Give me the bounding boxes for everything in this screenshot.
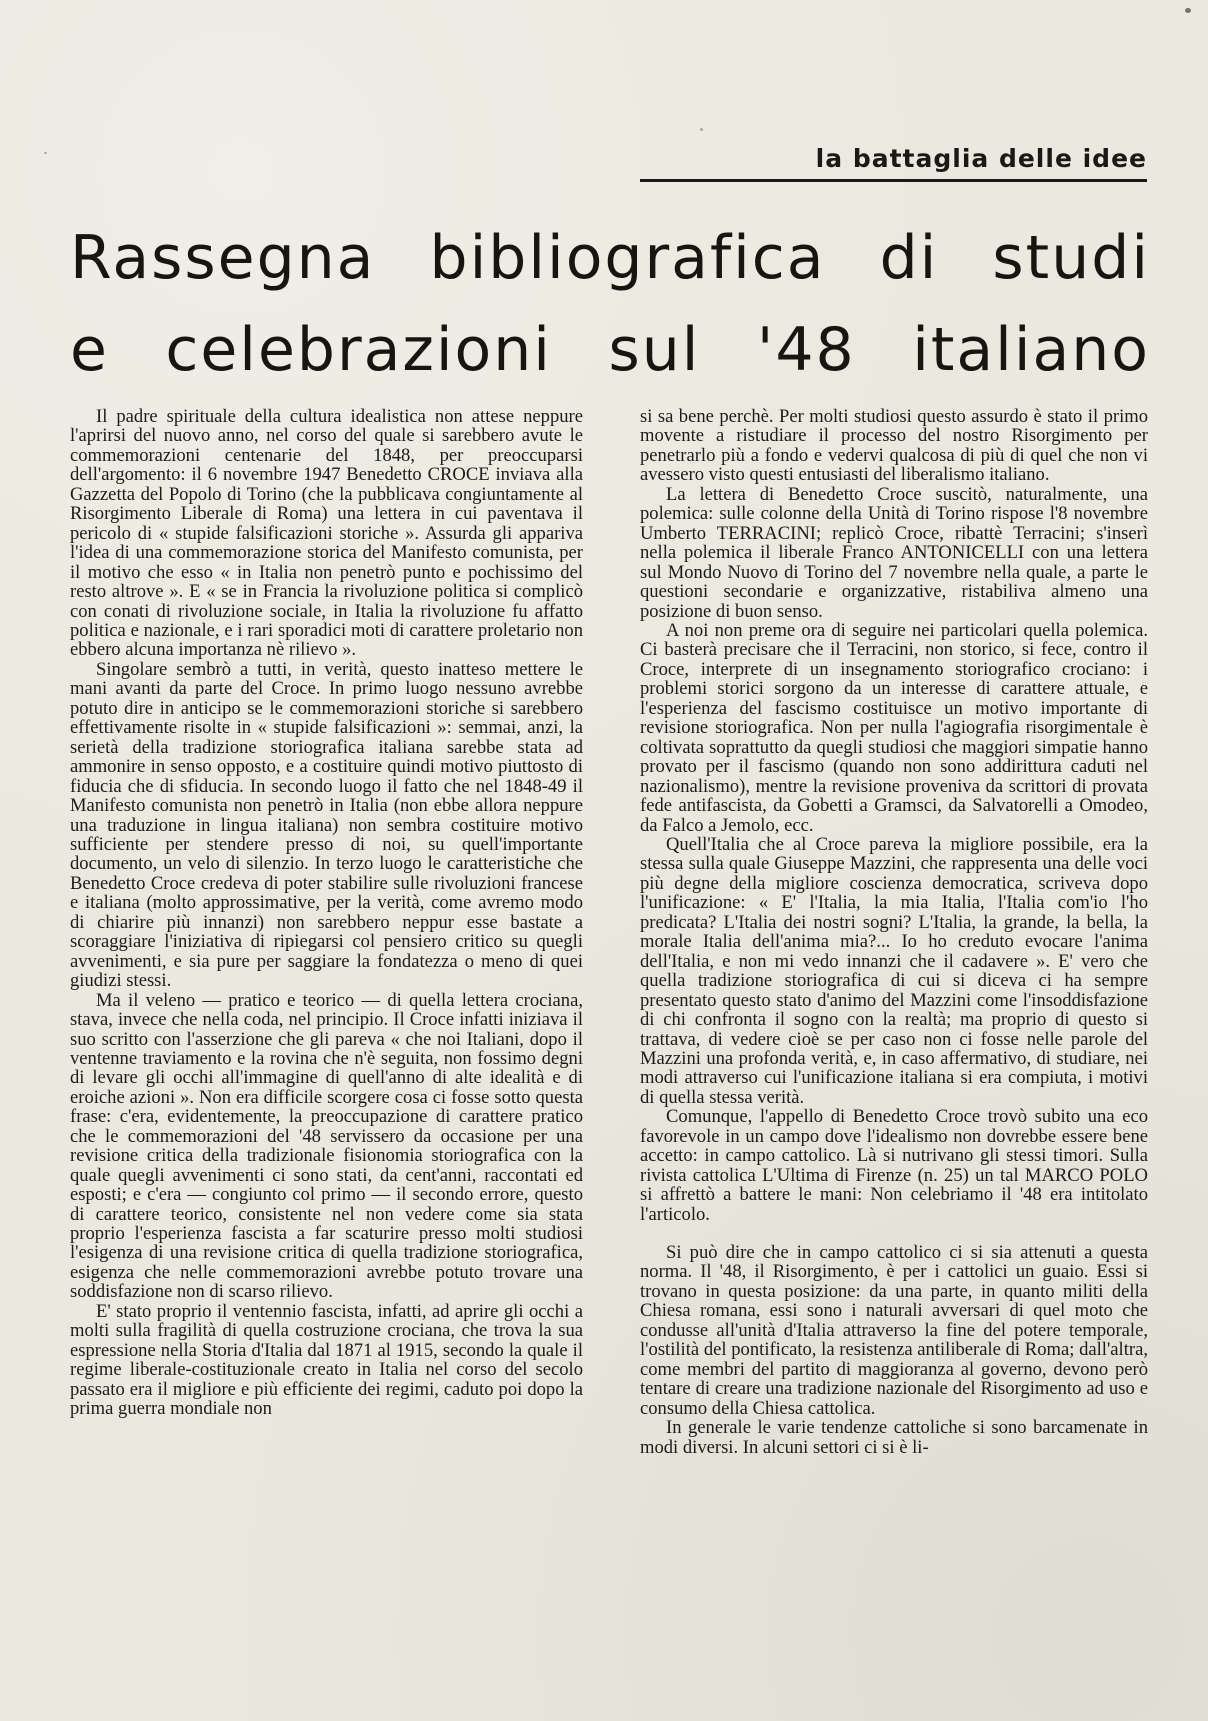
section-rubric: la battaglia delle idee [640,144,1147,182]
paragraph: Quell'Italia che al Croce pareva la migliore possibile, era la stessa sulla quale Giuseppe Mazzini, che rappresenta una delle voci più degne della migliore coscienza democratica, scriveva dopo l'unificazione: « E' l'Italia, la mia Italia, l'Italia com'io l'ho predicata? L'Italia dei nostri sogni? L'Italia, la grande, la bella, la morale Italia dell'anima mia?... Io ho creduto evocare l'anima dell'Italia, e non mi vedo innanzi che il cadavere ». E' vero che quella tradizione storiografica di cui si diceva ci ha sempre presentato questo stato d'animo del Mazzini come l'insoddisfazione di chi confronta il sogno con la realtà; ma proprio di questo si trattava, di vedere cioè se per caso non ci fosse nelle parole del Mazzini una profonda verità, e, in caso affermativo, di studiare, nei modi attraverso cui l'unificazione italiana si era compiuta, i motivi di quella stessa verità. [640,833,1148,1108]
paragraph: Singolare sembrò a tutti, in verità, questo inatteso mettere le mani avanti da parte del Croce. In primo luogo nessuno avrebbe potuto dire in anticipo se le commemorazioni storiche si sarebbero effettivamente risolte in « stupide falsificazioni »: semmai, anzi, la serietà della tradizione storiografica italiana sarebbe stata ad ammonire in senso opposto, e a costituire quindi motivo piuttosto di fiducia che di sfiducia. In secondo luogo il fatto che nel 1848-49 il Manifesto comunista non penetrò in Italia (non ebbe allora neppure una traduzione in lingua italiana) non sembra costituire motivo sufficiente per stendere presso di noi, su quell'importante documento, un velo di silenzio. In terzo luogo le caratteristiche che Benedetto Croce credeva di poter stabilire sulle rivoluzioni francese e italiana (molto approssimative, per la verità, come avremo modo di chiarire più innanzi) non sarebbero neppur esse bastate a scoraggiare l'iniziativa di ripiegarsi col pensiero critico su quegli avvenimenti, e sia pure per saggiare la fondatezza o meno di quei giudizi stessi. [70,658,583,992]
title-line-2: e celebrazioni sul '48 italiano [70,315,1150,385]
paragraph: In generale le varie tendenze cattoliche si sono barcamenate in modi diversi. In alcuni settori ci si è li- [640,1417,1148,1458]
paragraph: Comunque, l'appello di Benedetto Croce trovò subito una eco favorevole in un campo dove l'idealismo non dovrebbe essere bene accetto: in campo cattolico. Là si nutrivano gli stessi timori. Sulla rivista cattolica L'Ultima di Firenze (n. 25) un tal MARCO POLO si affrettò a battere le mani: Non celebriamo il '48 era intitolato l'articolo. [640,1106,1148,1225]
ink-speck [44,152,47,154]
article-title [70,212,1150,396]
title-line-1: Rassegna bibliografica di studi [70,223,1150,293]
ink-speck [1185,8,1191,13]
paragraph: E' stato proprio il ventennio fascista, infatti, ad aprire gli occhi a molti sulla fragilità di quella costruzione crociana, che trova la sua espressione nella Storia d'Italia dal 1871 al 1915, secondo la quale il regime liberale-costituzionale creato in Italia nel corso del secolo passato era il migliore e più efficiente dei regimi, caduto poi dopo la prima guerra mondiale non [70,1300,583,1420]
paragraph: Ma il veleno — pratico e teorico — di quella lettera crociana, stava, invece che nella coda, nel principio. Il Croce infatti iniziava il suo scritto con l'asserzione che gli pareva « che noi Italiani, dopo il ventenne traviamento e la rovina che n'è seguita, non fossimo degni di levare gli occhi all'immagine di quell'anno di alte idealità e di eroiche azioni ». Non era difficile scorgere cosa ci fosse sotto questa frase: c'era, evidentemente, la preoccupazione di carattere pratico che le commemorazioni del '48 servissero da occasione per una revisione critica della tradizionale fisionomia storiografica con la quale quegli avvenimenti ci sono stati, da cent'anni, raccontati ed esposti; e c'era — congiunto col primo — il secondo errore, questo di carattere teorico, consistente nel non vedere come sia stata proprio l'esperienza fascista a far scaturire presso molti studiosi l'esigenza di una revisione critica di quella tradizione storiografica, esigenza che nelle commemorazioni avrebbe potuto trovare una soddisfazione non di scarso rilievo. [70,989,583,1303]
paragraph: si sa bene perchè. Per molti studiosi questo assurdo è stato il primo movente a ristudiare il processo del nostro Risorgimento per penetrarlo più a fondo e vedervi qualcosa di più di quel che non vi avessero visto questi entusiasti del liberalismo italiano. [640,406,1148,486]
paragraph: A noi non preme ora di seguire nei particolari quella polemica. Ci basterà precisare che il Terracini, non storico, si fece, contro il Croce, interprete di un insegnamento storiografico crociano: i problemi storici sorgono da un interesse di carattere attuale, e l'esperienza del fascismo costituisce un motivo importante di revisione storiografica. Non per nulla l'agiografia risorgimentale è coltivata soprattutto da quegli studiosi che maggiori simpatie hanno provato per il fascismo (quando non sono addirittura caduti nel nazionalismo), mentre la revisione proveniva da scrittori di provata fede antifascista, da Gobetti a Gramsci, da Salvatorelli a Omodeo, da Falco a Jemolo, ecc. [640,619,1148,836]
left-text-column [70,407,583,1419]
ink-speck [700,128,703,131]
right-text-column [640,407,1148,1457]
paragraph: Si può dire che in campo cattolico ci si sia attenuti a questa norma. Il '48, il Risorgimento, è per i cattolici un guaio. Essi si trovano in questa posizione: da una parte, in quanto militi della Chiesa romana, essi sono i naturali avversari di quel moto che condusse all'unità d'Italia attraverso la fine del potere temporale, l'ostilità del pontificato, la resistenza antiliberale di Roma; dall'altra, come membri del partito di maggioranza al governo, devono però tentare di creare una tradizione nazionale del Risorgimento ad uso e consumo della Chiesa cattolica. [640,1242,1148,1419]
paragraph: La lettera di Benedetto Croce suscitò, naturalmente, una polemica: sulle colonne della Unità di Torino rispose l'8 novembre Umberto TERRACINI; replicò Croce, ribattè Terracini; s'inserì nella polemica il liberale Franco ANTONICELLI con una lettera sul Mondo Nuovo di Torino del 7 novembre nella quale, a parte le questioni secondarie e organizzative, ristabiliva almeno una posizione di buon senso. [640,483,1148,622]
paragraph: Il padre spirituale della cultura idealistica non attese neppure l'aprirsi del nuovo anno, nel corso del quale si sarebbero avute le commemorazioni centenarie del 1848, per preoccuparsi dell'argomento: il 6 novembre 1947 Benedetto CROCE inviava alla Gazzetta del Popolo di Torino (che la pubblicava congiuntamente al Risorgimento Liberale di Roma) una lettera in cui paventava il pericolo di « stupide falsificazioni storiche ». Assurda gli appariva l'idea di una commemorazione storica del Manifesto comunista, per il motivo che esso « in Italia non penetrò punto e pochissimo del resto altrove ». E « se in Francia la rivoluzione politica si complicò con conati di rivoluzione sociale, in Italia la rivoluzione fu affatto politica e nazionale, e i rari sporadici moti di carattere proletario non ebbero alcuna importanza nè rilievo ». [70,406,583,661]
